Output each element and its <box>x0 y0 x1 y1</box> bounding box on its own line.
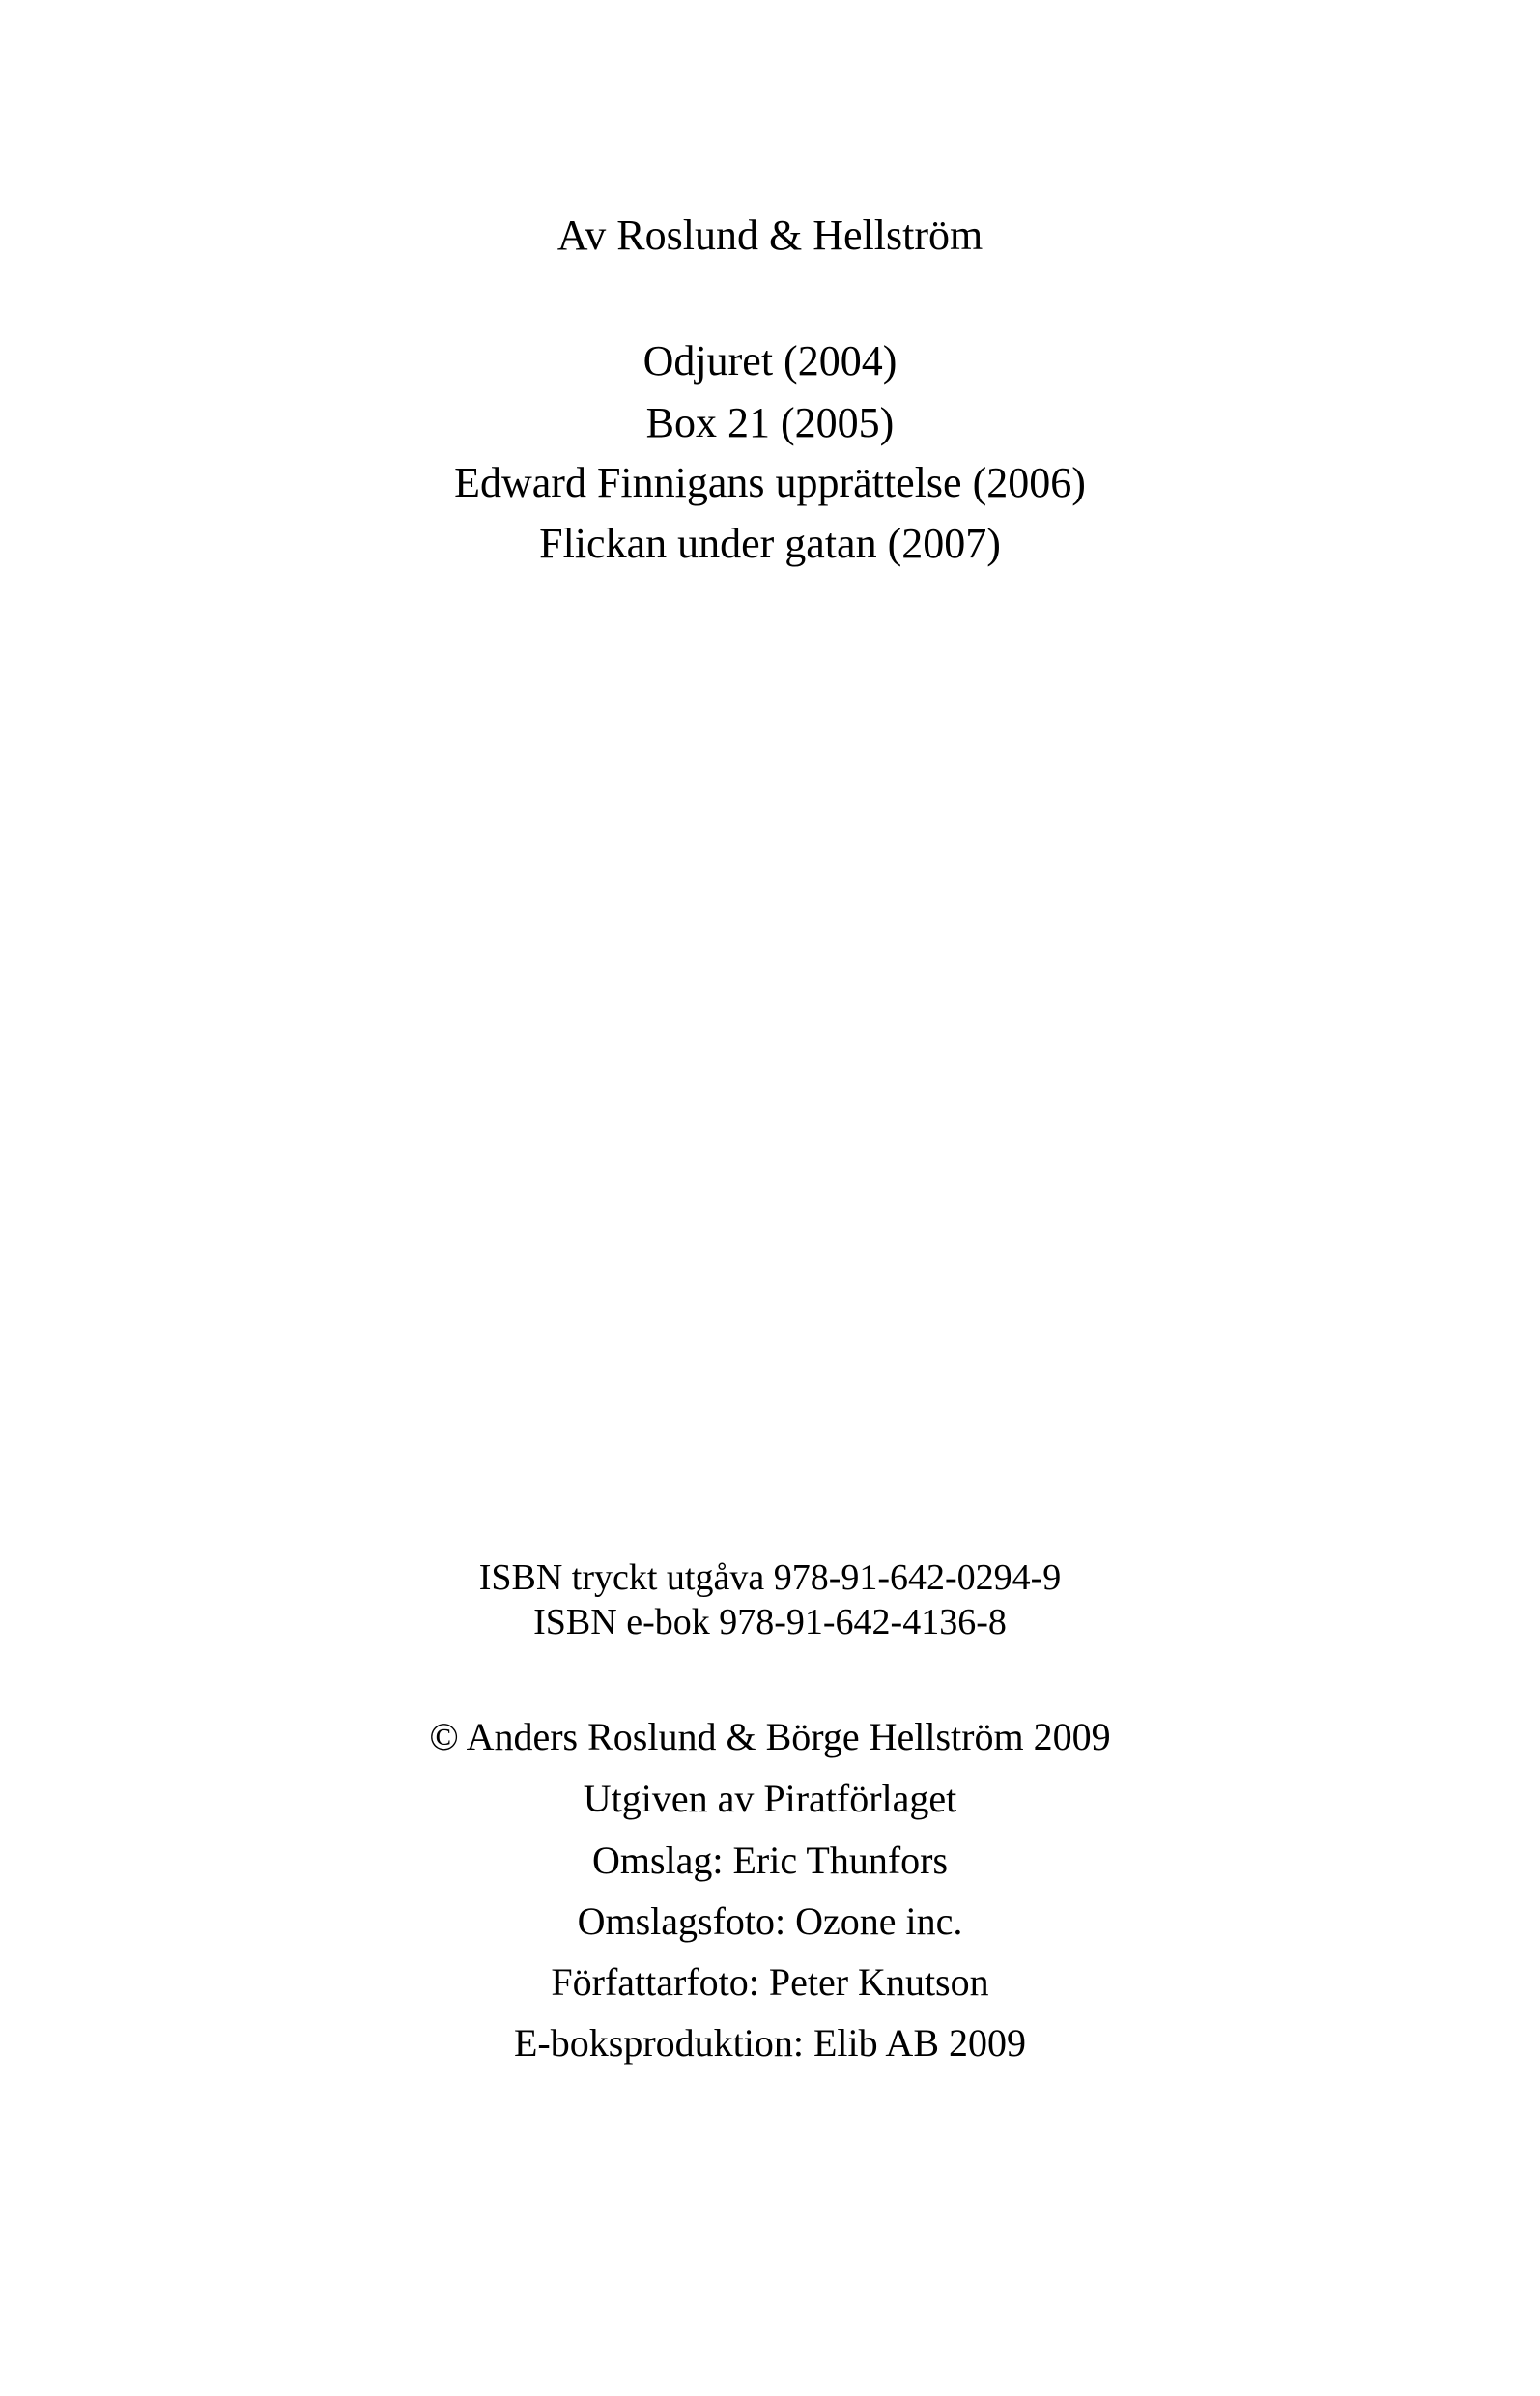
isbn-ebook: ISBN e-bok 978-91-642-4136-8 <box>533 1602 1007 1642</box>
bibliography-item: Odjuret (2004) <box>642 337 898 385</box>
isbn-print: ISBN tryckt utgåva 978-91-642-0294-9 <box>478 1557 1062 1598</box>
bibliography-item: Flickan under gatan (2007) <box>539 520 1001 567</box>
bibliography-item: Box 21 (2005) <box>645 399 895 446</box>
cover-photo-credit: Omslagsfoto: Ozone inc. <box>577 1899 963 1943</box>
copyright-notice: © Anders Roslund & Börge Hellström 2009 <box>429 1715 1111 1758</box>
author-photo-credit: Författarfoto: Peter Knutson <box>551 1960 989 2004</box>
cover-credit: Omslag: Eric Thunfors <box>591 1839 949 1882</box>
ebook-production-credit: E-boksproduktion: Elib AB 2009 <box>514 2021 1026 2065</box>
bibliography-item: Edward Finnigans upprättelse (2006) <box>454 459 1086 506</box>
author-line: Av Roslund & Hellström <box>556 212 984 259</box>
publisher-credit: Utgiven av Piratförlaget <box>583 1777 957 1820</box>
